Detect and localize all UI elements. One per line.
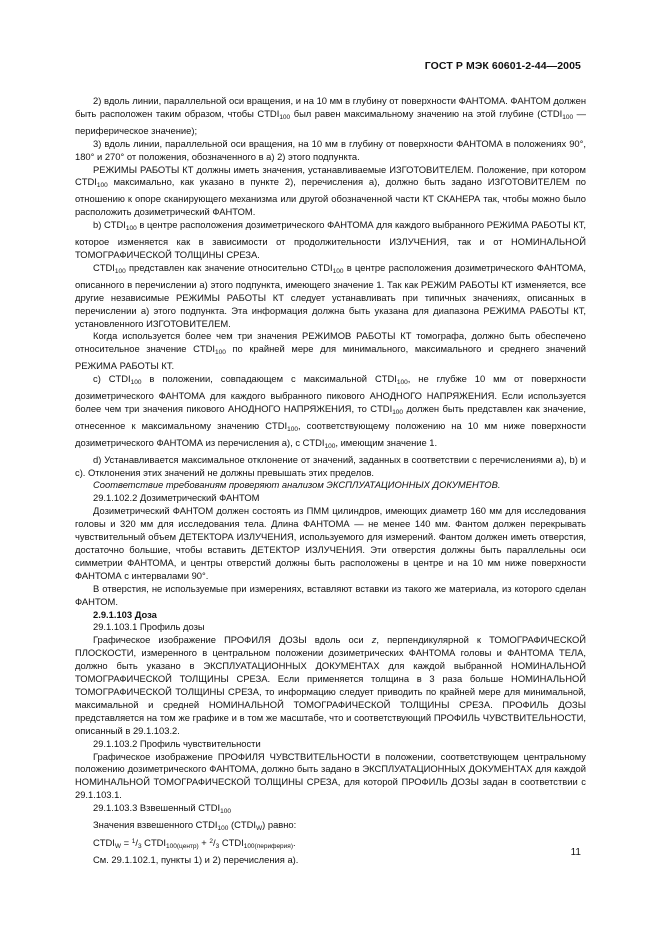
subsection-heading: 29.1.103.2 Профиль чувствительности [93,737,261,749]
document-body [75,95,586,867]
paragraph: Значения взвешенного $CTDI_{100}$ $(CTDI_W)$ равно: [93,819,297,833]
compliance-note: Соответствие требованиям проверяют анализом ЭКСПЛУАТАЦИОННЫХ ДОКУМЕНТОВ. [93,479,501,491]
formula: $CTDI_W = ^1/_3$ $CTDI_{100(центр)} + ^2/_3$ $CTDI_{100(периферия)}$. [93,836,296,850]
paragraph: Дозиметрический ФАНТОМ должен состоять из ПММ цилиндров, имеющих диаметр 160 мм для исследования головы и 320 мм для исследования тела. Длина ФАНТОМА — не менее 140 мм. Фантом должен перекрывать чувствительный объем ДЕТЕКТОРА ИЗЛУЧЕНИЯ, используемого для измерений. Фантом должен иметь отверстия, достаточно большие, чтобы вставить ДЕТЕКТОР ИЗЛУЧЕНИЯ. Эти отверстия должны быть параллельны оси симметрии ФАНТОМА, и центры отверстий должны быть расположены в центре и на 10 мм ниже поверхности ФАНТОМА с интервалами 90°. [75,505,586,581]
paragraph: РЕЖИМЫ РАБОТЫ КТ должны иметь значения, устанавливаемые ИЗГОТОВИТЕЛЕМ. Положение, при котором $CTDI_{100}$ максимально, как указано в пункте 2), перечисления а), должно быть задано ИЗГОТОВИТЕЛЕМ по отношению к опоре сканирующего механизма или другой обозначенной части КТ СКАНЕРА так, чтобы можно было расположить дозиметрический ФАНТОМ. [75,163,586,218]
paragraph: d) Устанавливается максимальное отклонение от значений, заданных в соответствии с перечислениями а), b) и с). Отклонения этих значений не должны превышать этих пределов. [75,453,586,478]
subsection-heading: 29.1.103.1 Профиль дозы [93,621,205,633]
paragraph: Графическое изображение ПРОФИЛЯ ДОЗЫ вдоль оси z, перпендикулярной к ТОМОГРАФИЧЕСКОЙ ПЛОСКОСТИ, измеренного в центральном положении дозиметрических ФАНТОМА головы и ФАНТОМА ТЕЛА, должно быть указано в ЭКСПЛУАТАЦИОННЫХ ДОКУМЕНТАХ для каждой выбранной НОМИНАЛЬНОЙ ТОМОГРАФИЧЕСКОЙ ТОЛЩИНЫ СРЕЗА. Если применяется толщина в 3 раза больше НОМИНАЛЬНОЙ ТОМОГРАФИЧЕСКОЙ ТОЛЩИНЫ СРЕЗА, то информацию следует приводить по крайней мере для минимальной, максимальной и средней НОМИНАЛЬНОЙ ТОМОГРАФИЧЕСКОЙ ТОЛЩИНЫ СРЕЗА. ПРОФИЛЬ ДОЗЫ представляется на том же графике и в том же масштабе, что и соответствующий ПРОФИЛЬ ЧУВСТВИТЕЛЬНОСТИ, описанный в 29.1.103.2. [75,634,586,736]
paragraph: с) $CTDI_{100}$ в положении, совпадающем с максимальной $CTDI_{100}$, не глубже 10 мм от поверхности дозиметрического ФАНТОМА для каждого выбранного пикового АНОДНОГО НАПРЯЖЕНИЯ. Если используется более чем три значения пикового АНОДНОГО НАПРЯЖЕНИЯ, то $CTDI_{100}$ должен быть представлен как значение, отнесенное к максимальному значению $CTDI_{100}$, соответствующему положению на 10 мм ниже поверхности дозиметрического ФАНТОМА из перечисления а), с $CTDI_{100}$, имеющим значение 1. [75,373,586,450]
subsection-heading: 29.1.103.3 Взвешенный $CTDI_{100}$ [93,802,231,816]
paragraph: b) $CTDI_{100}$ в центре расположения дозиметрического ФАНТОМА для каждого выбранного РЕЖИМА РАБОТЫ КТ, которое изменяется как в зависимости от продолжительности ИЗЛУЧЕНИЯ, так и от НОМИНАЛЬНОЙ ТОМОГРАФИЧЕСКОЙ ТОЛЩИНЫ СРЕЗА. [75,219,586,260]
paragraph: $CTDI_{100}$ представлен как значение относительно $CTDI_{100}$ в центре расположения дозиметрического ФАНТОМА, описанного в перечислении а) этого подпункта, имеющего значение 1. Так как РЕЖИМ РАБОТЫ КТ изменяется, все другие независимые РЕЖИМЫ РАБОТЫ КТ следует устанавливать при типичных значениях, описанных в перечислении а) этого подпункта. Эта информация должна быть указана для диапазона РЕЖИМА РАБОТЫ КТ, установленного ИЗГОТОВИТЕЛЕМ. [75,261,586,329]
paragraph: 2) вдоль линии, параллельной оси вращения, и на 10 мм в глубину от поверхности ФАНТОМА. ФАНТОМ должен быть расположен таким образом, чтобы $CTDI_{100}$ был равен максимальному значению на этой глубине ($CTDI_{100}$ — периферическое значение); [75,95,586,136]
paragraph: 3) вдоль линии, параллельной оси вращения, на 10 мм в глубину от поверхности ФАНТОМА в положениях 90°, 180° и 270° от положения, обозначенного в а) 2) этого подпункта. [75,137,586,162]
page-number: 11 [570,847,581,858]
document-header: ГОСТ Р МЭК 60601-2-44—2005 [424,60,581,72]
paragraph: Графическое изображение ПРОФИЛЯ ЧУВСТВИТЕЛЬНОСТИ в положении, соответствующем центральному положению дозиметрического ФАНТОМА, должно быть задано в ЭКСПЛУАТАЦИОННЫХ ДОКУМЕНТАХ для каждой НОМИНАЛЬНОЙ ТОМОГРАФИЧЕСКОЙ ТОЛЩИНЫ СРЕЗА, для которой ПРОФИЛЬ ДОЗЫ задан в соответствии с 29.1.103.1. [75,750,586,801]
paragraph: В отверстия, не используемые при измерениях, вставляют вставки из такого же материала, из которого сделан ФАНТОМ. [75,582,586,607]
section-heading: 2.9.1.103 Доза [93,608,157,620]
paragraph: См. 29.1.102.1, пункты 1) и 2) перечисления а). [93,853,299,865]
subsection-heading: 29.1.102.2 Дозиметрический ФАНТОМ [93,492,260,504]
paragraph: Когда используется более чем три значения РЕЖИМОВ РАБОТЫ КТ томографа, должно быть обеспечено относительное значение $CTDI_{100}$ по крайней мере для минимального, максимального и среднего значений РЕЖИМА РАБОТЫ КТ. [75,330,586,372]
